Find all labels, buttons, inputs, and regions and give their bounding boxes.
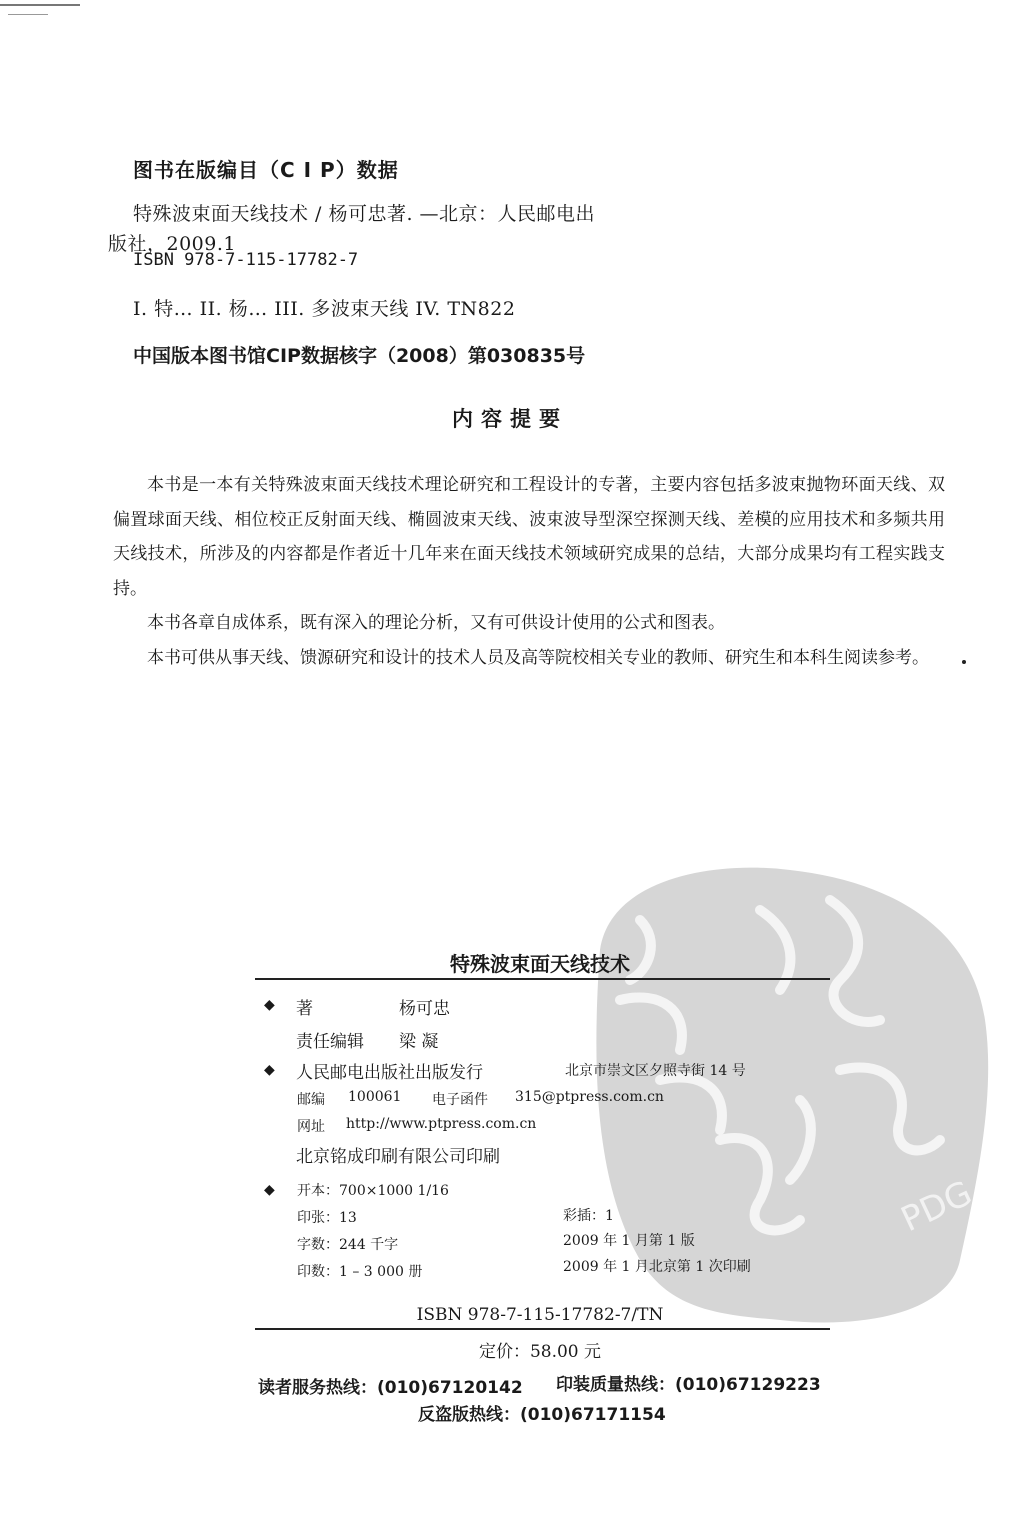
print-quality-hotline: 印装质量热线：(010)67129223: [556, 1375, 821, 1395]
email-label: 电子函件: [432, 1092, 488, 1108]
cip-isbn: ISBN 978-7-115-17782-7: [133, 250, 359, 270]
bullet-diamond: ◆: [264, 1062, 275, 1078]
cip-classification: I. 特… II. 杨… III. 多波束天线 IV. TN822: [133, 298, 516, 320]
scan-artifact: [8, 14, 48, 15]
bullet-diamond: ◆: [264, 997, 275, 1013]
email: 315@ptpress.com.cn: [515, 1089, 664, 1105]
anti-piracy-hotline: 反盗版热线：(010)67171154: [418, 1405, 666, 1425]
edition: 2009 年 1 月第 1 版: [563, 1233, 695, 1249]
printing: 2009 年 1 月北京第 1 次印刷: [563, 1259, 751, 1275]
summary-body: [113, 468, 945, 675]
website: http://www.ptpress.com.cn: [346, 1116, 537, 1132]
colophon-title: 特殊波束面天线技术: [450, 952, 630, 976]
print-run: 印数：1 – 3 000 册: [297, 1264, 423, 1280]
stray-dot: [962, 660, 966, 664]
author-name: 杨可忠: [399, 999, 450, 1019]
website-label: 网址: [297, 1119, 325, 1135]
publisher-address: 北京市崇文区夕照寺街 14 号: [565, 1063, 746, 1079]
printer: 北京铭成印刷有限公司印刷: [296, 1147, 500, 1167]
cip-heading: 图书在版编目（C I P）数据: [133, 158, 399, 182]
cip-line-1: 特殊波束面天线技术 / 杨可忠著. —北京：人民邮电出: [133, 203, 596, 225]
publisher: 人民邮电出版社出版发行: [296, 1063, 483, 1083]
word-count: 字数：244 千字: [297, 1237, 399, 1253]
reader-service-hotline: 读者服务热线：(010)67120142: [258, 1378, 523, 1398]
cip-library-number: 中国版本图书馆CIP数据核字（2008）第030835号: [133, 345, 586, 367]
summary-paragraph: 本书各章自成体系，既有深入的理论分析，又有可供设计使用的公式和图表。: [147, 613, 725, 633]
summary-title: 内容提要: [452, 407, 568, 431]
postcode: 100061: [348, 1089, 402, 1105]
postcode-label: 邮编: [297, 1092, 325, 1108]
cip-line-2: 版社，2009.1: [108, 233, 236, 255]
pdg-label: PDG: [895, 1173, 979, 1241]
format: 开本：700×1000 1/16: [297, 1183, 449, 1199]
summary-paragraph: 本书可供从事天线、馈源研究和设计的技术人员及高等院校相关专业的教师、研究生和本科生阅读参考。: [147, 647, 929, 668]
author-role: 著: [296, 999, 313, 1019]
editor-name: 梁 凝: [399, 1032, 439, 1052]
price: 定价：58.00 元: [478, 1342, 602, 1362]
color-plates: 彩插：1: [563, 1208, 614, 1224]
colophon-bottom-rule: [255, 1328, 830, 1330]
editor-role: 责任编辑: [296, 1032, 364, 1052]
colophon-isbn: ISBN 978-7-115-17782-7/TN: [416, 1305, 664, 1325]
colophon-top-rule: [255, 978, 830, 980]
summary-paragraph: 本书是一本有关特殊波束面天线技术理论研究和工程设计的专著，主要内容包括多波束抛物环面天线、双偏置球面天线、相位校正反射面天线、椭圆波束天线、波束波导型深空探测天线、差模的应用技术和多频共用天线技术，所涉及的内容都是作者近十几年来在面天线技术领域研究成果的总结，大部分成果均有工程实践支持。: [113, 475, 945, 599]
sheets: 印张：13: [297, 1210, 357, 1226]
scan-artifact: [0, 4, 80, 6]
bullet-diamond: ◆: [264, 1182, 275, 1198]
